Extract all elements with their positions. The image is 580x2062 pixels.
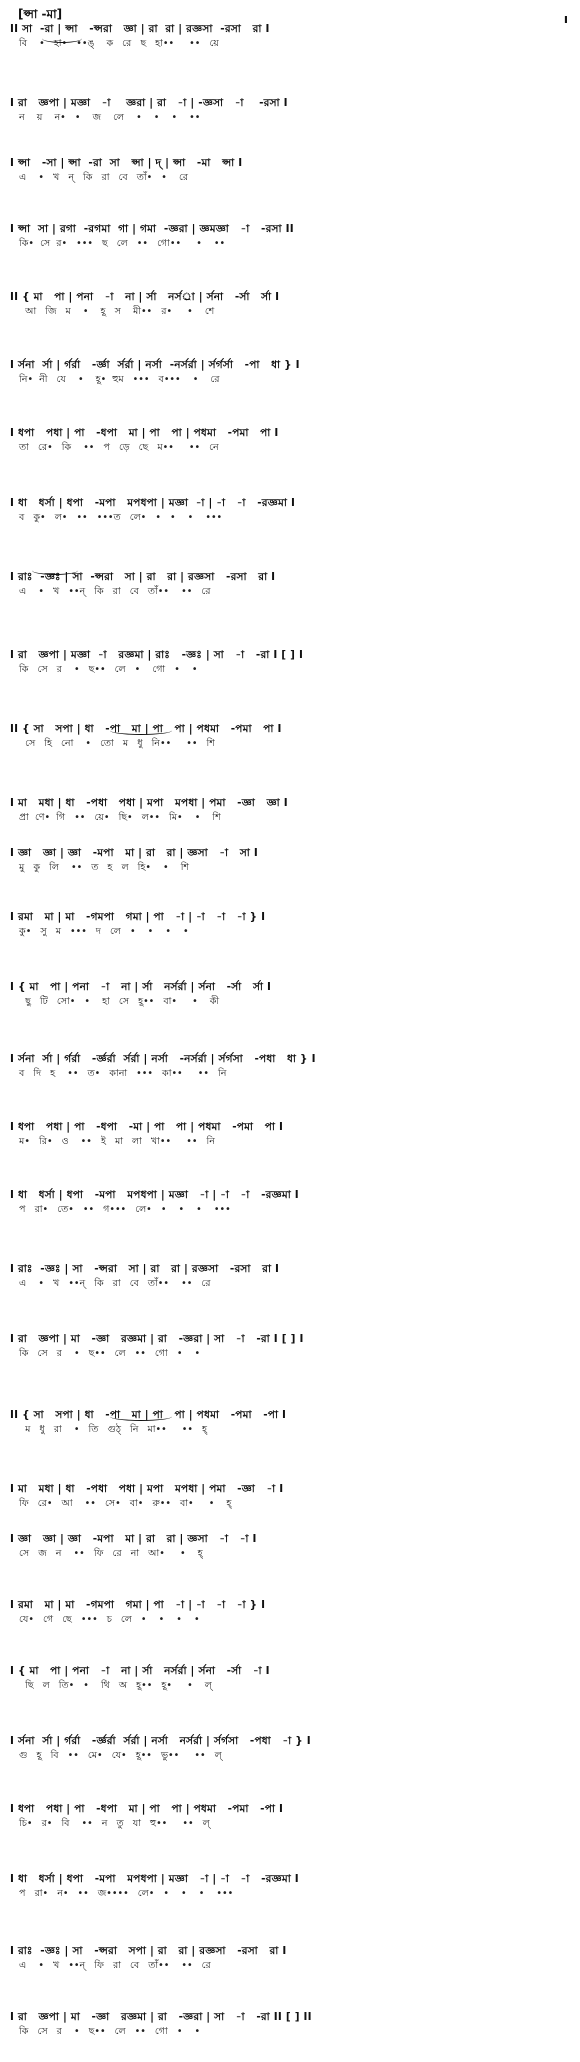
swara-line: II { মা পা | পনা -া না | র্সা নর্সর্া | র্সনা -র্সা র্সা I [10, 291, 280, 303]
swara-line: I ধা ধর্সা | ধপা -মপা মপধপা | মজ্ঞা -া | -া -া -রজ্ঞমা I [10, 497, 296, 509]
lyric-line: কি সে র • ছ•• লে • গো • • [10, 664, 198, 675]
swara-line: I মা মধা | ধা -পধা পধা | মপা মপধা | পমা -জ্ঞা জ্ঞা I [10, 797, 288, 809]
notation-system [10, 1944, 570, 1972]
swara-line: I রমা মা | মা -গমপা গমা | পা -া | -া -া -া } I [10, 1599, 266, 1611]
swara-line: I প্সা -সা | প্সা -রা সা প্সা | দ্ | প্সা -মা প্সা I [10, 157, 243, 169]
slur-mark [110, 726, 172, 735]
corner-mark: ı [563, 12, 568, 26]
swara-line: I ধা ধর্সা | ধপা -মপা মপধপা | মজ্ঞা -া | -া -া -রজ্ঞমা I [10, 1873, 299, 1885]
swara-line: I { মা পা | পনা -া না | র্সা নর্সর্রা | র্সনা -র্সা র্সা I [10, 981, 272, 993]
swara-line: I ধা ধর্সা | ধপা -মপা মপধপা | মজ্ঞা -া | -া -া -রজ্ঞমা I [10, 1189, 299, 1201]
lyric-line: প রা• তে• •• গ••• লে• • • • ••• [10, 1204, 231, 1215]
notation-system [10, 1408, 570, 1436]
lyric-line: তা রে• কি •• প ড়ে ছে ম•• •• নে [10, 442, 219, 453]
notation-system [10, 1598, 570, 1626]
lyric-line: চি• র• বি •• ন তু যা হু•• •• ল্ [10, 1818, 210, 1829]
notation-system [10, 156, 570, 184]
swara-line: I রাঃ -জ্ঞঃ | সা -প্সরা সপা | রা রা | রজ্ঞসা -রসা রা I [10, 1945, 287, 1957]
notation-system [10, 96, 570, 124]
notation-system [10, 222, 570, 250]
swara-line: I ধপা পধা | পা -ধপা -মা | পা পা | পধমা -পমা পা I [10, 1121, 284, 1133]
notation-system [10, 846, 570, 874]
lyric-line: কি• সে র• ••• ছ লে •• গো•• • •• [10, 238, 226, 249]
notation-system [10, 1802, 570, 1830]
lyric-line: ফি রে• আ •• সে• বা• রু•• বা• • হ্ [10, 1498, 232, 1509]
swara-line: I র্সনা র্সা | র্গর্রা -র্জ্ঞর্রা র্সর্রা | নর্সা -নর্সর্রা | র্সর্গসা -পধা ধা } I [10, 1053, 316, 1065]
lyric-line: এ • খ ••ন্ ফি রা বে তাঁ•• •• রে [10, 1960, 211, 1971]
swara-line: I রা জ্ঞপা | মজ্ঞা -া জ্ঞরা | রা -া | -জ্ঞসা -া -রসা I [10, 97, 288, 109]
lyric-line: কি সে র • ছ•• লে •• গো • • [10, 2026, 201, 2037]
notation-system [10, 722, 570, 750]
lyric-line: কু• সু ম ••• দ লে • • • • [10, 926, 189, 937]
notation-system [10, 570, 570, 598]
swara-line: I রা জ্ঞপা | মজ্ঞা -া রজ্ঞমা | রাঃ -জ্ঞঃ | সা -া -রা I [ ] I [10, 649, 304, 661]
lyric-line: বি • হা• ••ঙ্ ক রে ছ হা•• •• য়ে [10, 38, 219, 49]
slur-mark [110, 1412, 172, 1421]
notation-header: [প্সা -মা] [18, 7, 63, 21]
swara-line: I র্সনা র্সা | র্গর্রা -র্জ্ঞর্রা র্সর্রা | নর্সা নর্সর্রা | র্সর্গসা -পধা -া } I [10, 1735, 311, 1747]
lyric-line: ব দি হ •• ত• কানা ••• কা•• •• নি [10, 1068, 227, 1079]
notation-system [10, 2010, 570, 2038]
lyric-line: কি সে র • ছ•• লে •• গো • • [10, 1348, 201, 1359]
lyric-line: প্রা ণে• গি •• য়ে• ছি• ল•• মি• • শি [10, 812, 221, 823]
notation-system [10, 796, 570, 824]
lyric-line: ম ধু রা • তি গুঠ্ নি মা•• •• হ্ [10, 1424, 208, 1435]
swara-line: II { সা সপা | ধা -পা মা | পা পা | পধমা -পমা পা I [10, 723, 282, 735]
swara-line: I ধপা পধা | পা -ধপা মা | পা পা | পধমা -পমা -পা I [10, 1803, 284, 1815]
lyric-line: ন য় ন• • জ লে • • • •• [10, 112, 201, 123]
notation-system [10, 648, 570, 676]
lyric-line: আ জি ম • হূ স মী•• র• • শে [10, 306, 215, 317]
notation-system [10, 1664, 570, 1692]
swara-line: I প্সা সা | রগা -রগমা গা | গমা -জ্ঞরা | জ্ঞমজ্ঞা -া -রসা II [10, 223, 294, 235]
lyric-line: প রা• ন• •• জ•••• লে• • • • ••• [10, 1888, 234, 1899]
lyric-line: নি• নী যে • হূ• হুম ••• ব••• • রে [10, 374, 220, 385]
lyric-line: এ • খ ন্ কি রা বে তাঁ• • রে [10, 172, 189, 183]
swara-line: I মা মধা | ধা -পধা পধা | মপা মপধা | পমা -জ্ঞা -া I [10, 1483, 284, 1495]
swara-line: I রমা মা | মা -গমপা গমা | পা -া | -া -া -া } I [10, 911, 266, 923]
notation-system [10, 1872, 570, 1900]
swara-line: I ধপা পধা | পা -ধপা মা | পা পা | পধমা -পমা পা I [10, 427, 279, 439]
lyric-line: ছু টি সো• • হা সে হূ•• বা• • কী [10, 996, 220, 1007]
swara-line: I র্সনা র্সা | র্গর্রা -র্জ্ঞা র্সর্রা | নর্সা -নর্সর্রা | র্সর্গর্সা -পা ধা } I [10, 359, 300, 371]
swara-line: I রাঃ -জ্ঞঃ | সা -প্সরা সা | রা রা | রজ্ঞসা -রসা রা I [10, 571, 276, 583]
notation-system [10, 910, 570, 938]
swara-line: I জ্ঞা জ্ঞা | জ্ঞা -মপা মা | রা রা | জ্ঞসা -া সা I [10, 847, 258, 859]
notation-system [10, 1532, 570, 1560]
lyric-line: ছি ল তি• • থি অ হূ•• হূ• • ল্ [10, 1680, 212, 1691]
swara-line: I জ্ঞা জ্ঞা | জ্ঞা -মপা মা | রা রা | জ্ঞসা -া -া I [10, 1533, 257, 1545]
notation-system [10, 1482, 570, 1510]
notation-system [10, 290, 570, 318]
notation-system [10, 496, 570, 524]
lyric-line: ব কু• ল• •• •••ত লে• • • • ••• [10, 512, 223, 523]
swara-line: II { সা সপা | ধা -পা মা | পা পা | পধমা -পমা -পা I [10, 1409, 287, 1421]
slur-mark [32, 566, 78, 575]
lyric-line: যে• গে ছে ••• চ লে • • • • [10, 1614, 200, 1625]
notation-system [10, 426, 570, 454]
swara-line: I রাঃ -জ্ঞঃ | সা -প্সরা সা | রা রা | রজ্ঞসা -রসা রা I [10, 1263, 280, 1275]
notation-system [10, 22, 570, 50]
notation-system [10, 1188, 570, 1216]
lyric-line: এ • খ ••ন্ কি রা বে তাঁ•• •• রে [10, 1278, 211, 1289]
notation-system [10, 358, 570, 386]
notation-system [10, 1734, 570, 1762]
notation-system [10, 1052, 570, 1080]
notation-system [10, 1262, 570, 1290]
slur-mark [42, 34, 82, 43]
lyric-line: সে জ ন •• ফি রে না আ• • হ্ [10, 1548, 203, 1559]
notation-system [10, 1120, 570, 1148]
lyric-line: এ • খ ••ন্ কি রা বে তাঁ•• •• রে [10, 586, 211, 597]
swara-line: II সা -রা | প্সা -প্সরা জ্ঞা | রা রা | রজ্ঞসা -রসা রা I [10, 23, 270, 35]
lyric-line: ম• রি• ও •• ই মা লা খা•• •• নি [10, 1136, 215, 1147]
lyric-line: গু হূ বি •• মে• যে• হূ•• ভু•• •• ল্ [10, 1750, 222, 1761]
lyric-line: সে হি নো • তো ম ধু নি•• •• শি [10, 738, 215, 749]
notation-system [10, 980, 570, 1008]
notation-system [10, 1332, 570, 1360]
swara-line: I { মা পা | পনা -া না | র্সা নর্সর্রা | র্সনা -র্সা -া I [10, 1665, 270, 1677]
swara-line: I রা জ্ঞপা | মা -জ্ঞা রজ্ঞমা | রা -জ্ঞরা | সা -া -রা II [ ] II [10, 2011, 312, 2023]
lyric-line: মু কু লি •• ত হ ল হি• • শি [10, 862, 190, 873]
swara-line: I রা জ্ঞপা | মা -জ্ঞা রজ্ঞমা | রা -জ্ঞরা | সা -া -রা I [ ] I [10, 1333, 304, 1345]
